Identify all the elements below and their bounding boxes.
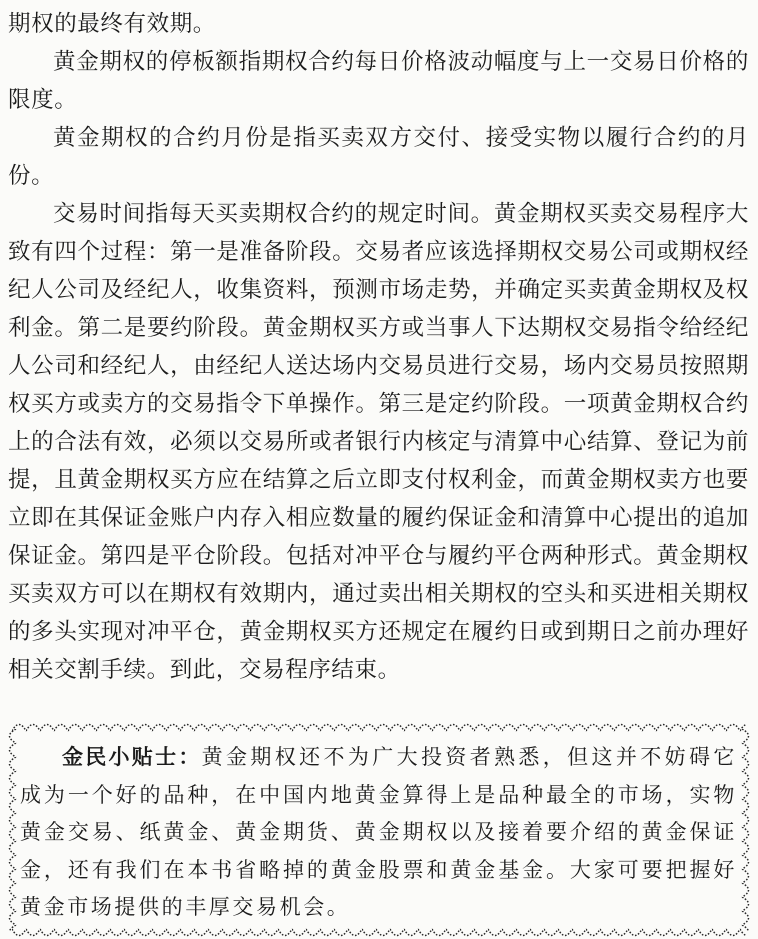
- scallop-border-left-decoration: [6, 729, 18, 931]
- paragraph-trading-procedure: 交易时间指每天买卖期权合约的规定时间。黄金期权买卖交易程序大致有四个过程：第一是准备阶段。交易者应该选择期权交易公司或期权经纪人公司及经纪人，收集资料，预测市场走势，并确定买卖黄金期权及权利金。第二是要约阶段。黄金期权买方或当事人下达期权交易指令给经纪人公司和经纪人，由经纪人送达场内交易员进行交易，场内交易员按照期权买方或卖方的交易指令下单操作。第三是定约阶段。一项黄金期权合约上的合法有效，必须以交易所或者银行内核定与清算中心结算、登记为前提，且黄金期权买方应在结算之后立即支付权利金，而黄金期权卖方也要立即在其保证金账户内存入相应数量的履约保证金和清算中心提出的追加保证金。第四是平仓阶段。包括对冲平仓与履约平仓两种形式。黄金期权买卖双方可以在期权有效期内，通过卖出相关期权的空头和买进相关期权的多头实现对冲平仓，黄金期权买方还规定在履约日或到期日之前办理好相关交割手续。到此，交易程序结束。: [8, 201, 749, 682]
- scallop-border-bottom-decoration: [12, 927, 746, 939]
- paragraph-continuation: 期权的最终有效期。: [8, 11, 216, 36]
- scallop-border-top-decoration: [12, 721, 746, 733]
- tip-text: 黄金期权还不为广大投资者熟悉，但这并不妨碍它成为一个好的品种，在中国内地黄金算得上是品种最全的市场，实物黄金交易、纸黄金、黄金期货、黄金期权以及接着要介绍的黄金保证金，还有我们在本书省略掉的黄金股票和黄金基金。大家可要把握好黄金市场提供的丰厚交易机会。: [20, 745, 737, 919]
- tip-label: 金民小贴士：: [62, 746, 202, 769]
- tip-paragraph: [20, 739, 737, 927]
- tip-box: [6, 721, 752, 939]
- paragraph-price-limit: 黄金期权的停板额指期权合约每日价格波动幅度与上一交易日价格的限度。: [8, 49, 749, 112]
- paragraph-contract-month: 黄金期权的合约月份是指买卖双方交付、接受实物以履行合约的月份。: [8, 125, 749, 188]
- scallop-border-right-decoration: [740, 729, 752, 931]
